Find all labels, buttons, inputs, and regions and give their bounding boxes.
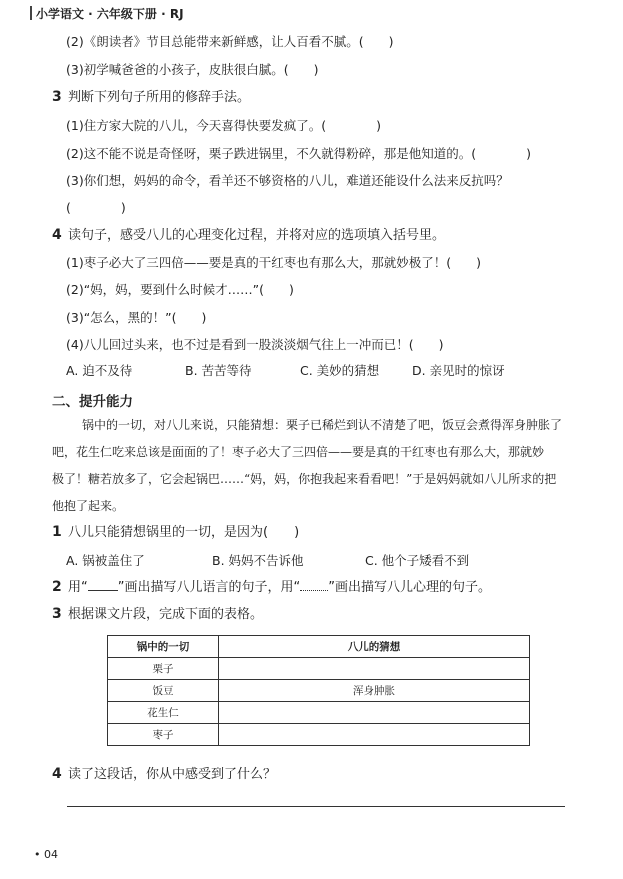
p4-number: 4 <box>52 766 62 782</box>
section-2-title: 二、提升能力 <box>52 394 133 410</box>
q3-item-2: (2)这不能不说是奇怪呀，栗子跌进锅里，不久就得粉碎，那是他知道的。( ) <box>66 146 531 161</box>
table-row <box>108 702 530 724</box>
p1-number: 1 <box>52 524 62 540</box>
straight-underline-sample <box>88 590 118 591</box>
passage-line-3: 极了！糖若放多了，它会起锅巴……“妈，妈，你抱我起来看看吧！”于是妈妈就如八儿所求的把 <box>52 472 557 486</box>
p1-option-a: A. 锅被盖住了 <box>66 553 145 568</box>
table-cell-item: 栗子 <box>108 658 219 680</box>
table-header-items: 锅中的一切 <box>108 636 219 658</box>
top-item-2: (2)《朗读者》节目总能带来新鲜感，让人百看不腻。( ) <box>66 34 394 49</box>
p2-text-2: ”画出描写八儿语言的句子，用“ <box>117 580 301 595</box>
q4-item-1: (1)枣子必大了三四倍——要是真的干红枣也有那么大，那就妙极了！( ) <box>66 255 481 270</box>
q4-option-a: A. 迫不及待 <box>66 363 133 378</box>
page-number: • 04 <box>34 848 58 861</box>
header-title: 小学语文 · 六年级下册 · RJ <box>36 7 184 21</box>
table-cell-answer[interactable] <box>219 702 530 724</box>
table-cell-item: 饭豆 <box>108 680 219 702</box>
q3-item-1: (1)住方家大院的八儿，今天喜得快要发疯了。( ) <box>66 118 381 133</box>
passage-line-4: 他抱了起来。 <box>52 499 125 513</box>
table-row <box>108 680 530 702</box>
p2-line <box>68 580 491 596</box>
top-item-3: (3)初学喊爸爸的小孩子，皮肤很白腻。( ) <box>66 62 319 77</box>
guess-table <box>107 635 530 746</box>
q3-number: 3 <box>52 89 62 105</box>
q3-item-3-paren: ( ) <box>66 200 126 215</box>
table-cell-item: 枣子 <box>108 724 219 746</box>
q3-item-3: (3)你们想，妈妈的命令，看羊还不够资格的八儿，难道还能设什么法来反抗吗？ <box>66 173 509 188</box>
p3-title: 根据课文片段，完成下面的表格。 <box>68 607 264 622</box>
q4-option-d: D. 亲见时的惊讶 <box>412 363 505 378</box>
table-row <box>108 724 530 746</box>
p1-option-c: C. 他个子矮看不到 <box>365 553 470 568</box>
passage-line-2: 吧，花生仁吃来总该是面面的了！枣子必大了三四倍——要是真的干红枣也有那么大，那就妙 <box>52 445 545 459</box>
q4-item-2: (2)“妈，妈，要到什么时候才……”( ) <box>66 282 294 297</box>
passage-line-1: 锅中的一切，对八儿来说，只能猜想：栗子已稀烂到认不清楚了吧，饭豆会煮得浑身肿胀了 <box>82 418 563 432</box>
table-cell-answer[interactable] <box>219 658 530 680</box>
p3-number: 3 <box>52 606 62 622</box>
q3-title: 判断下列句子所用的修辞手法。 <box>68 90 251 105</box>
table-cell-item: 花生仁 <box>108 702 219 724</box>
table-header-row <box>108 636 530 658</box>
wavy-underline-sample <box>300 590 328 591</box>
table-row <box>108 658 530 680</box>
table-header-guess: 八儿的猜想 <box>219 636 530 658</box>
q4-option-c: C. 美妙的猜想 <box>300 363 380 378</box>
q4-number: 4 <box>52 227 62 243</box>
table-cell-answer: 浑身肿胀 <box>219 680 530 702</box>
q4-item-3: (3)“怎么，黑的！”( ) <box>66 310 207 325</box>
header-bar <box>30 6 32 20</box>
p4-title: 读了这段话，你从中感受到了什么？ <box>68 767 277 782</box>
q4-item-4: (4)八儿回过头来，也不过是看到一股淡淡烟气往上一冲而已！( ) <box>66 337 444 352</box>
p2-text-3: ”画出描写八儿心理的句子。 <box>328 580 491 595</box>
answer-line[interactable] <box>67 806 565 807</box>
p1-title: 八儿只能猜想锅里的一切，是因为( ) <box>68 525 300 540</box>
p2-text-1: 用“ <box>68 580 88 595</box>
p2-number: 2 <box>52 579 62 595</box>
p1-option-b: B. 妈妈不告诉他 <box>212 553 304 568</box>
table-cell-answer[interactable] <box>219 724 530 746</box>
q4-title: 读句子，感受八儿的心理变化过程，并将对应的选项填入括号里。 <box>68 228 446 243</box>
q4-option-b: B. 苦苦等待 <box>185 363 252 378</box>
